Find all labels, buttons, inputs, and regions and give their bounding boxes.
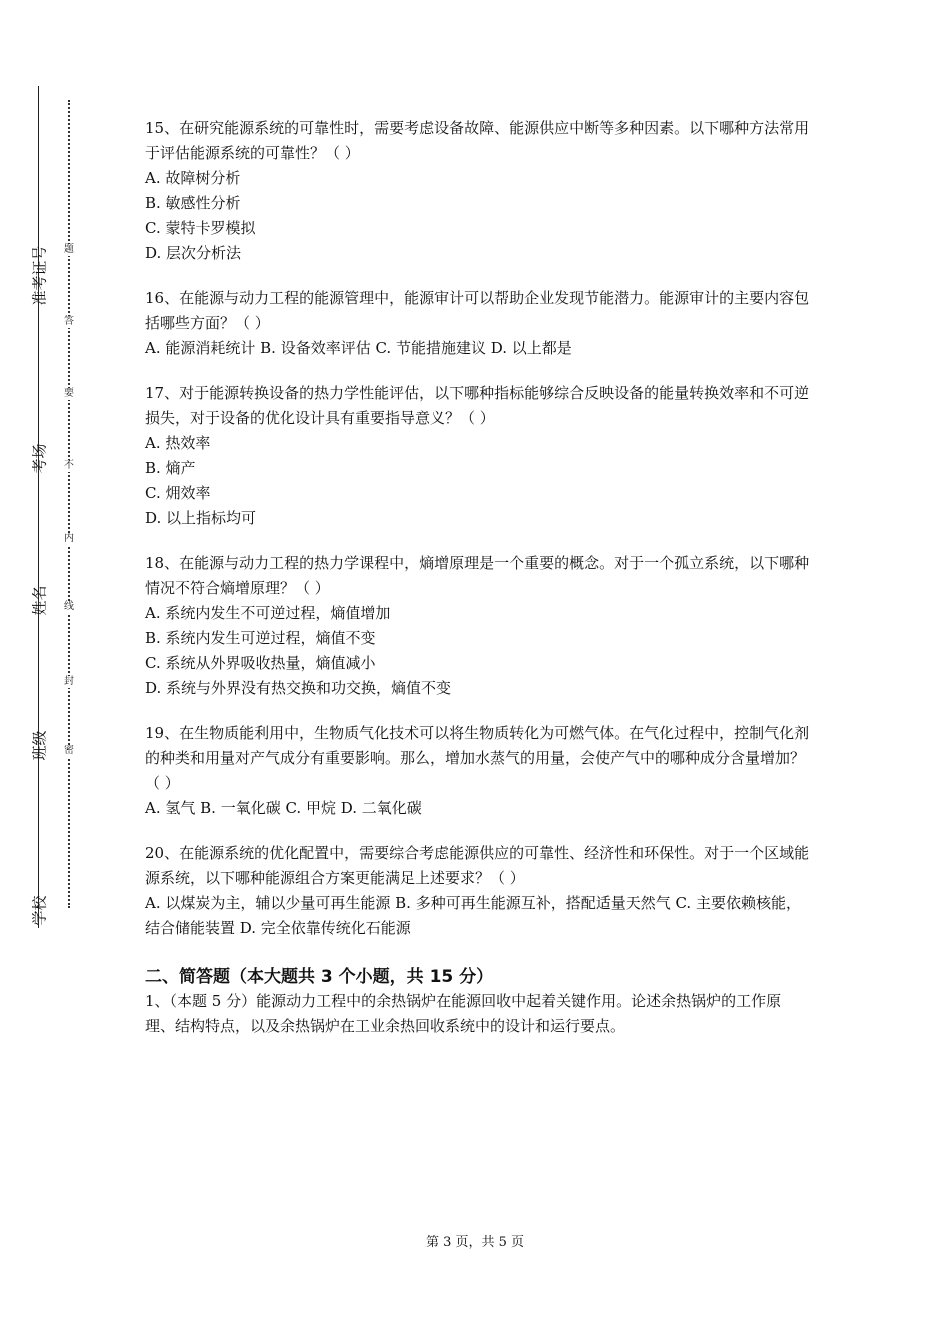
field-name-label: 姓名 <box>30 585 49 616</box>
question-stem: 1、（本题 5 分）能源动力工程中的余热锅炉在能源回收中起着关键作用。论述余热锅炉的工作原理、结构特点，以及余热锅炉在工业余热回收系统中的设计和运行要点。 <box>145 992 782 1035</box>
option: C. 蒙特卡罗模拟 <box>145 219 256 237</box>
option: C. 系统从外界吸收热量，熵值减小 <box>145 654 376 672</box>
question-18 <box>145 551 810 701</box>
section-title: 二、简答题（本大题共 3 个小题，共 15 分） <box>145 967 494 987</box>
field-school-label: 学校 <box>30 895 49 926</box>
question-stem: 18、在能源与动力工程的热力学课程中，熵增原理是一个重要的概念。对于一个孤立系统，以下哪种情况不符合熵增原理？（ ） <box>145 554 810 597</box>
seal-char: 答 <box>60 316 78 328</box>
exam-content <box>145 116 810 1039</box>
question-stem: 20、在能源系统的优化配置中，需要综合考虑能源供应的可靠性、经济性和环保性。对于一个区域能源系统，以下哪种能源组合方案更能满足上述要求？（ ） <box>145 844 810 887</box>
option: A. 能源消耗统计 B. 设备效率评估 C. 节能措施建议 D. 以上都是 <box>145 339 572 357</box>
option: D. 层次分析法 <box>145 244 242 262</box>
option: A. 氢气 B. 一氧化碳 C. 甲烷 D. 二氧化碳 <box>145 799 422 817</box>
question-stem: 15、在研究能源系统的可靠性时，需要考虑设备故障、能源供应中断等多种因素。以下哪种方法常用于评估能源系统的可靠性？（ ） <box>145 119 810 162</box>
option: A. 系统内发生不可逆过程，熵值增加 <box>145 604 391 622</box>
question-17 <box>145 381 810 531</box>
question-16 <box>145 286 810 361</box>
seal-char: 要 <box>60 388 78 400</box>
option: A. 故障树分析 <box>145 169 241 187</box>
question-19 <box>145 721 810 821</box>
seal-char: 内 <box>60 533 78 545</box>
seal-char: 不 <box>60 460 78 472</box>
option: A. 热效率 <box>145 434 211 452</box>
option: A. 以煤炭为主，辅以少量可再生能源 B. 多种可再生能源互补，搭配适量天然气 C. 主要依赖核能，结合储能装置 D. 完全依靠传统化石能源 <box>145 894 801 937</box>
seal-char: 密 <box>60 745 78 757</box>
question-stem: 17、对于能源转换设备的热力学性能评估，以下哪种指标能够综合反映设备的能量转换效率和不可逆损失，对于设备的优化设计具有重要指导意义？（ ） <box>145 384 810 427</box>
seal-char: 线 <box>60 601 78 613</box>
option: B. 系统内发生可逆过程，熵值不变 <box>145 629 376 647</box>
question-20 <box>145 841 810 941</box>
seal-char: 封 <box>60 676 78 688</box>
field-class-label: 班级 <box>30 730 49 761</box>
short-answer-question-1 <box>145 989 810 1039</box>
option: B. 熵产 <box>145 459 196 477</box>
option: B. 敏感性分析 <box>145 194 241 212</box>
seal-dotted-line <box>68 100 70 908</box>
question-stem: 16、在能源与动力工程的能源管理中，能源审计可以帮助企业发现节能潜力。能源审计的主要内容包括哪些方面？（ ） <box>145 289 810 332</box>
seal-char: 题 <box>60 244 78 256</box>
question-15 <box>145 116 810 266</box>
option: D. 系统与外界没有热交换和功交换，熵值不变 <box>145 679 452 697</box>
page-number: 第 3 页，共 5 页 <box>425 1235 525 1250</box>
field-exam-room-label: 考场 <box>30 443 49 474</box>
option: D. 以上指标均可 <box>145 509 257 527</box>
binding-solid-line <box>38 86 39 928</box>
option: C. 㶲效率 <box>145 484 211 502</box>
field-admission-number-label: 准考证号 <box>30 245 49 306</box>
question-stem: 19、在生物质能利用中，生物质气化技术可以将生物质转化为可燃气体。在气化过程中，控制气化剂的种类和用量对产气成分有重要影响。那么，增加水蒸气的用量，会使产气中的哪种成分含量增加？（ ） <box>145 724 810 792</box>
